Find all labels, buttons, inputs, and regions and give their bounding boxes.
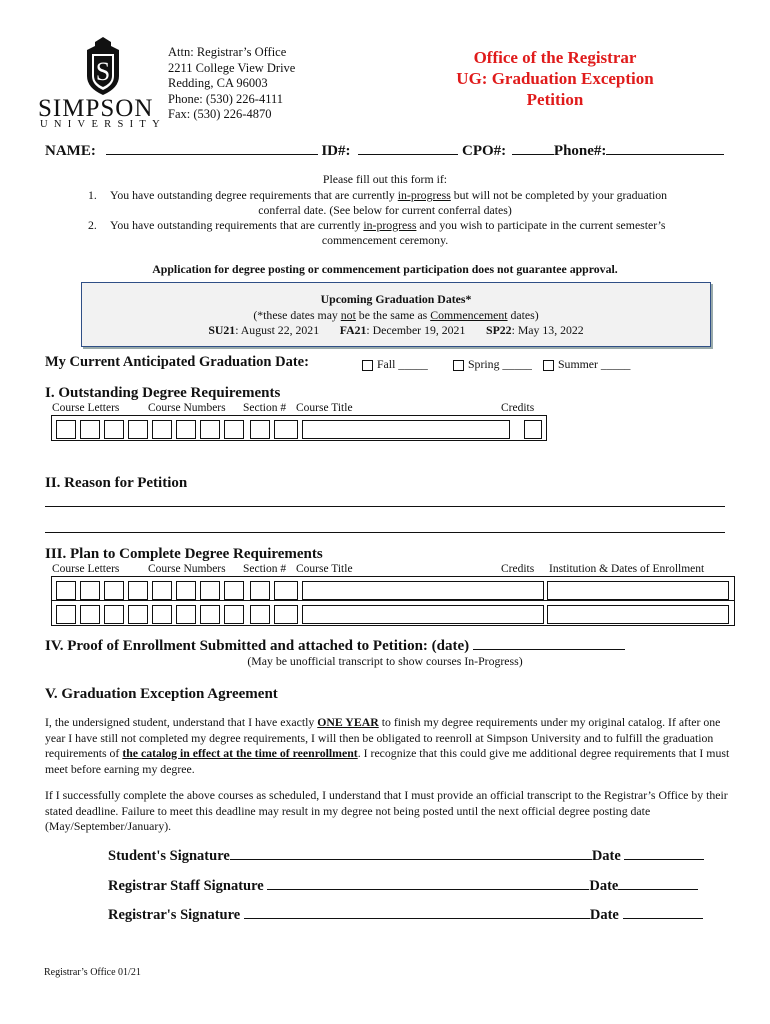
fall-option[interactable]: Fall _____ <box>362 357 428 372</box>
registrar-date-field[interactable] <box>623 905 703 919</box>
item1-text-b: but will not be completed by your graduation <box>450 188 668 202</box>
instruction-item-1 <box>110 188 730 218</box>
spring-option[interactable]: Spring _____ <box>453 357 532 372</box>
table-cell[interactable] <box>56 605 76 624</box>
title-line-2: UG: Graduation Exception <box>456 69 654 88</box>
student-info-row <box>45 141 724 160</box>
staff-signature-row: Registrar Staff Signature Date <box>108 876 698 895</box>
title-line-3: Petition <box>526 90 584 109</box>
proof-date-field[interactable] <box>473 636 625 650</box>
item1-text-a: You have outstanding degree requirements that are currently <box>110 188 398 202</box>
address-street: 2211 College View Drive <box>168 60 296 75</box>
table-cell[interactable] <box>176 581 196 600</box>
table-cell[interactable] <box>104 581 124 600</box>
table-cell[interactable] <box>104 420 124 439</box>
outstanding-requirements-table <box>51 415 547 441</box>
summer-option[interactable]: Summer _____ <box>543 357 630 372</box>
table-cell[interactable] <box>250 581 270 600</box>
item1-underlined: in-progress <box>397 188 451 202</box>
table-cell[interactable] <box>274 581 298 600</box>
graduation-dates-box <box>81 282 711 347</box>
svg-text:S: S <box>95 57 111 86</box>
address-attn: Attn: Registrar’s Office <box>168 45 287 59</box>
table-cell[interactable] <box>274 605 298 624</box>
dates-box-note: (*these dates may not be the same as Commencement dates) <box>253 307 539 322</box>
table-cell[interactable] <box>176 605 196 624</box>
address-fax: Fax: (530) 226-4870 <box>168 107 272 121</box>
instruction-item-2-number: 2. <box>88 218 97 232</box>
col-credits: Credits <box>501 402 535 414</box>
table-cell[interactable] <box>56 581 76 600</box>
agreement-paragraph-1: I, the undersigned student, understand that I have exactly ONE YEAR to finish my degree requirements under my original catalog. If after one year I have still not completed my degree requirements, I will then be obligated to reenroll at Simpson University and to fulfill the graduation requirements of the catalog in effect at the time of reenrollment. I recognize that this could give me additional degree requirements that I must meet before earning my degree. <box>45 715 730 776</box>
table-cell[interactable] <box>152 581 172 600</box>
col-course-title: Course Title <box>296 402 353 414</box>
table-cell-credits[interactable] <box>524 420 542 439</box>
table-cell[interactable] <box>224 581 244 600</box>
section-4-title: IV. Proof of Enrollment Submitted and attached to Petition: (date) <box>45 636 625 655</box>
col-course-letters: Course Letters <box>52 563 120 575</box>
section-2-title: II. Reason for Petition <box>45 475 188 491</box>
registrar-signature-field[interactable] <box>244 905 590 919</box>
staff-signature-field[interactable] <box>267 876 589 890</box>
col-institution: Institution & Dates of Enrollment <box>549 563 705 575</box>
dates-box-dates: SU21: August 22, 2021 FA21: December 19, 2021 SP22: May 13, 2022 <box>208 323 584 337</box>
table-cell[interactable] <box>128 581 148 600</box>
cpo-label: CPO#: <box>462 143 507 159</box>
reason-line-2[interactable] <box>45 532 725 533</box>
agreement-paragraph-2: If I successfully complete the above courses as scheduled, I understand that I must provide an official transcript to the Registrar’s Office by their stated deadline. Failure to meet this deadline may result in my degree not being posted until the next official degree posting date (May/September/January). <box>45 788 728 833</box>
simpson-shield-logo <box>84 36 122 96</box>
logo-wordmark: SIMPSON <box>38 95 154 122</box>
footer-revision: Registrar’s Office 01/21 <box>44 967 141 978</box>
id-field[interactable] <box>358 141 458 155</box>
table-cell-institution[interactable] <box>547 605 729 624</box>
col-course-numbers: Course Numbers <box>148 563 226 575</box>
instruction-item-1-number: 1. <box>88 188 97 202</box>
col-credits: Credits <box>501 563 535 575</box>
col-section: Section # <box>243 402 287 414</box>
table-cell[interactable] <box>250 605 270 624</box>
col-section: Section # <box>243 563 287 575</box>
table-cell[interactable] <box>176 420 196 439</box>
dates-box-title: Upcoming Graduation Dates* <box>320 292 472 306</box>
cpo-field[interactable] <box>512 141 554 155</box>
table-cell-course-title[interactable] <box>302 581 544 600</box>
section-5-title: V. Graduation Exception Agreement <box>45 686 278 702</box>
plan-table <box>51 576 735 626</box>
phone-label: Phone#: <box>553 143 607 159</box>
approval-warning: Application for degree posting or commencement participation does not guarantee approval. <box>152 262 618 276</box>
table-cell[interactable] <box>152 420 172 439</box>
table-cell[interactable] <box>56 420 76 439</box>
table-cell[interactable] <box>80 581 100 600</box>
table-cell[interactable] <box>200 581 220 600</box>
item2-underlined: in-progress <box>363 218 417 232</box>
address-city: Redding, CA 96003 <box>168 76 268 90</box>
table-cell[interactable] <box>80 420 100 439</box>
staff-date-field[interactable] <box>618 876 698 890</box>
registrar-address <box>168 45 295 123</box>
section-4-note: (May be unofficial transcript to show courses In-Progress) <box>247 654 523 668</box>
item2-text-b: and you wish to participate in the current semester’s <box>416 218 666 232</box>
id-label: ID#: <box>321 143 351 159</box>
registrar-signature-row: Registrar's Signature Date <box>108 905 703 924</box>
title-line-1: Office of the Registrar <box>473 48 637 67</box>
address-phone: Phone: (530) 226-4111 <box>168 91 284 106</box>
table-cell[interactable] <box>224 605 244 624</box>
item2-text-a: You have outstanding requirements that are currently <box>110 218 364 232</box>
instruction-item-2 <box>110 218 730 248</box>
section-3-title: III. Plan to Complete Degree Requirements <box>45 546 323 562</box>
table-cell-course-title[interactable] <box>302 605 544 624</box>
reason-line-1[interactable] <box>45 506 725 507</box>
table-cell[interactable] <box>200 420 220 439</box>
table-cell-course-title[interactable] <box>302 420 510 439</box>
item1-text-c: conferral date. (See below for current conferral dates) <box>258 203 512 217</box>
col-course-letters: Course Letters <box>52 402 120 414</box>
col-course-numbers: Course Numbers <box>148 402 226 414</box>
item2-text-c: commencement ceremony. <box>321 233 449 247</box>
table-cell-institution[interactable] <box>547 581 729 600</box>
section-1-title: I. Outstanding Degree Requirements <box>45 385 281 401</box>
table-cell[interactable] <box>80 605 100 624</box>
summer-checkbox[interactable] <box>543 360 554 371</box>
form-title <box>440 47 670 110</box>
col-course-title: Course Title <box>296 563 353 575</box>
logo-subtitle: UNIVERSITY <box>40 119 166 130</box>
name-field[interactable] <box>106 141 318 155</box>
table-cell[interactable] <box>104 605 124 624</box>
table-cell[interactable] <box>128 420 148 439</box>
table-cell[interactable] <box>274 420 298 439</box>
spring-checkbox[interactable] <box>453 360 464 371</box>
fall-checkbox[interactable] <box>362 360 373 371</box>
student-signature-field[interactable] <box>230 846 592 860</box>
anticipated-date-label: My Current Anticipated Graduation Date: <box>45 354 309 370</box>
student-date-field[interactable] <box>624 846 704 860</box>
instructions-intro: Please fill out this form if: <box>322 172 448 186</box>
table-cell[interactable] <box>224 420 244 439</box>
student-signature-row: Student's Signature Date <box>108 846 704 865</box>
table-cell[interactable] <box>128 605 148 624</box>
table-cell[interactable] <box>152 605 172 624</box>
table-cell[interactable] <box>200 605 220 624</box>
phone-field[interactable] <box>606 141 724 155</box>
table-cell[interactable] <box>250 420 270 439</box>
name-label: NAME: <box>45 143 96 159</box>
